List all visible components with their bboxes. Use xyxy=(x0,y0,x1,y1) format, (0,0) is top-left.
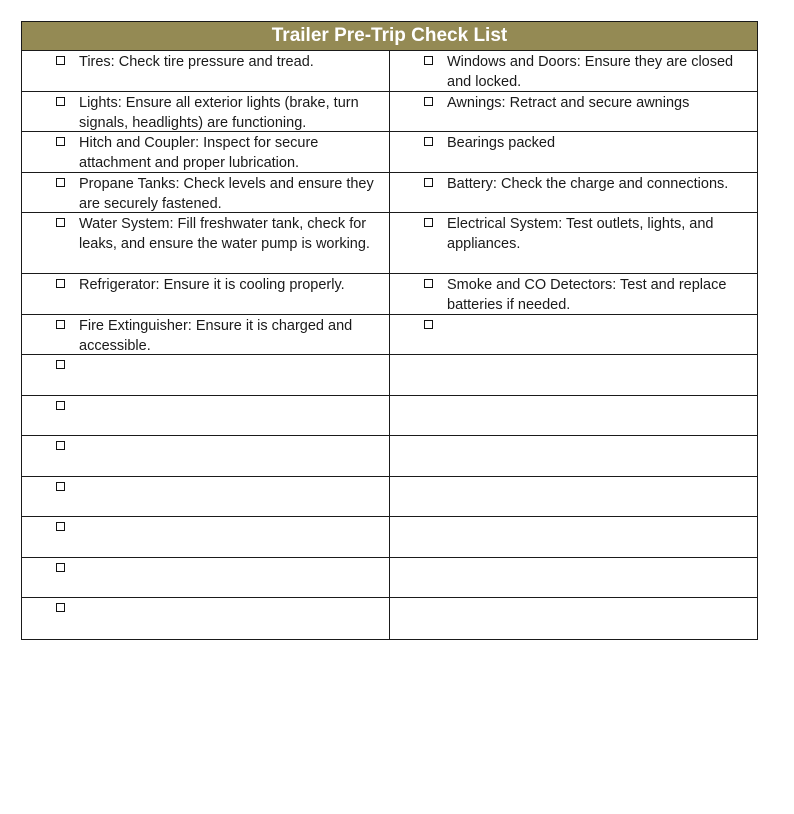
checkbox[interactable] xyxy=(56,320,65,329)
checklist-cell-left xyxy=(22,558,390,598)
checklist-cell-left xyxy=(22,92,390,132)
checklist-cell-right xyxy=(390,517,757,557)
checklist-title: Trailer Pre-Trip Check List xyxy=(22,22,757,51)
checklist-cell-left xyxy=(22,132,390,172)
checklist-cell-right xyxy=(390,51,757,91)
checklist-cell-right xyxy=(390,92,757,132)
checklist-cell-right xyxy=(390,132,757,172)
checklist-cell-right xyxy=(390,436,757,476)
checklist-item-label: Windows and Doors: Ensure they are closed and locked. xyxy=(447,54,734,90)
checklist-item-label: Electrical System: Test outlets, lights, and appliances. xyxy=(447,216,714,252)
checkbox[interactable] xyxy=(56,563,65,572)
checkbox[interactable] xyxy=(424,218,433,227)
checklist-row xyxy=(22,355,757,396)
checkbox[interactable] xyxy=(424,56,433,65)
checklist-row xyxy=(22,51,757,92)
checklist-cell-right xyxy=(390,173,757,213)
checkbox[interactable] xyxy=(56,603,65,612)
checklist-row xyxy=(22,132,757,173)
checkbox[interactable] xyxy=(56,56,65,65)
checkbox[interactable] xyxy=(56,441,65,450)
checklist-row xyxy=(22,213,757,274)
checkbox[interactable] xyxy=(56,360,65,369)
checklist-row xyxy=(22,558,757,599)
checklist-row xyxy=(22,92,757,133)
checklist-row xyxy=(22,315,757,356)
checklist-cell-left xyxy=(22,213,390,273)
checklist-row xyxy=(22,517,757,558)
checkbox[interactable] xyxy=(424,320,433,329)
checklist-item-label: Fire Extinguisher: Ensure it is charged and accessible. xyxy=(79,317,353,354)
checklist-item-label: Hitch and Coupler: Inspect for secure attachment and proper lubrication. xyxy=(79,135,319,171)
checkbox[interactable] xyxy=(424,97,433,106)
checklist-cell-left xyxy=(22,517,390,557)
checklist-item-label: Propane Tanks: Check levels and ensure they are securely fastened. xyxy=(79,175,374,212)
checkbox[interactable] xyxy=(56,97,65,106)
checklist-cell-left xyxy=(22,355,390,395)
checklist-item-label: Lights: Ensure all exterior lights (brake, turn signals, headlights) are functioning. xyxy=(79,94,359,131)
checklist-cell-left xyxy=(22,315,390,355)
checklist-cell-left xyxy=(22,51,390,91)
checkbox[interactable] xyxy=(56,401,65,410)
checklist-item-label: Smoke and CO Detectors: Test and replace batteries if needed. xyxy=(447,277,727,313)
checklist-item-label: Water System: Fill freshwater tank, check for leaks, and ensure the water pump is working. xyxy=(79,216,370,252)
checklist-cell-left xyxy=(22,436,390,476)
checkbox[interactable] xyxy=(56,178,65,187)
checklist-cell-right xyxy=(390,477,757,517)
checklist-cell-right xyxy=(390,315,757,355)
checklist-row xyxy=(22,173,757,214)
checklist-item-label: Bearings packed xyxy=(447,135,556,151)
checklist-cell-left xyxy=(22,173,390,213)
checkbox[interactable] xyxy=(56,522,65,531)
checklist-cell-left xyxy=(22,396,390,436)
checklist-cell-left xyxy=(22,477,390,517)
checklist-row xyxy=(22,396,757,437)
checklist-table xyxy=(21,21,758,640)
checkbox[interactable] xyxy=(424,279,433,288)
checklist-cell-right xyxy=(390,213,757,273)
checklist-cell-right xyxy=(390,558,757,598)
checklist-row xyxy=(22,477,757,518)
checklist-cell-right xyxy=(390,598,757,639)
checklist-row xyxy=(22,436,757,477)
checkbox[interactable] xyxy=(56,279,65,288)
checklist-item-label: Refrigerator: Ensure it is cooling properly. xyxy=(79,277,345,293)
checkbox[interactable] xyxy=(56,218,65,227)
checklist-cell-right xyxy=(390,355,757,395)
checkbox[interactable] xyxy=(424,137,433,146)
checklist-item-label: Awnings: Retract and secure awnings xyxy=(447,94,690,111)
checklist-cell-left xyxy=(22,598,390,639)
checklist-cell-right xyxy=(390,396,757,436)
checklist-item-label: Battery: Check the charge and connections. xyxy=(447,175,729,192)
checklist-row xyxy=(22,598,757,639)
checkbox[interactable] xyxy=(56,137,65,146)
checklist-item-label: Tires: Check tire pressure and tread. xyxy=(79,54,314,70)
checklist-cell-right xyxy=(390,274,757,314)
checklist-row xyxy=(22,274,757,315)
checklist-cell-left xyxy=(22,274,390,314)
checkbox[interactable] xyxy=(56,482,65,491)
checkbox[interactable] xyxy=(424,178,433,187)
